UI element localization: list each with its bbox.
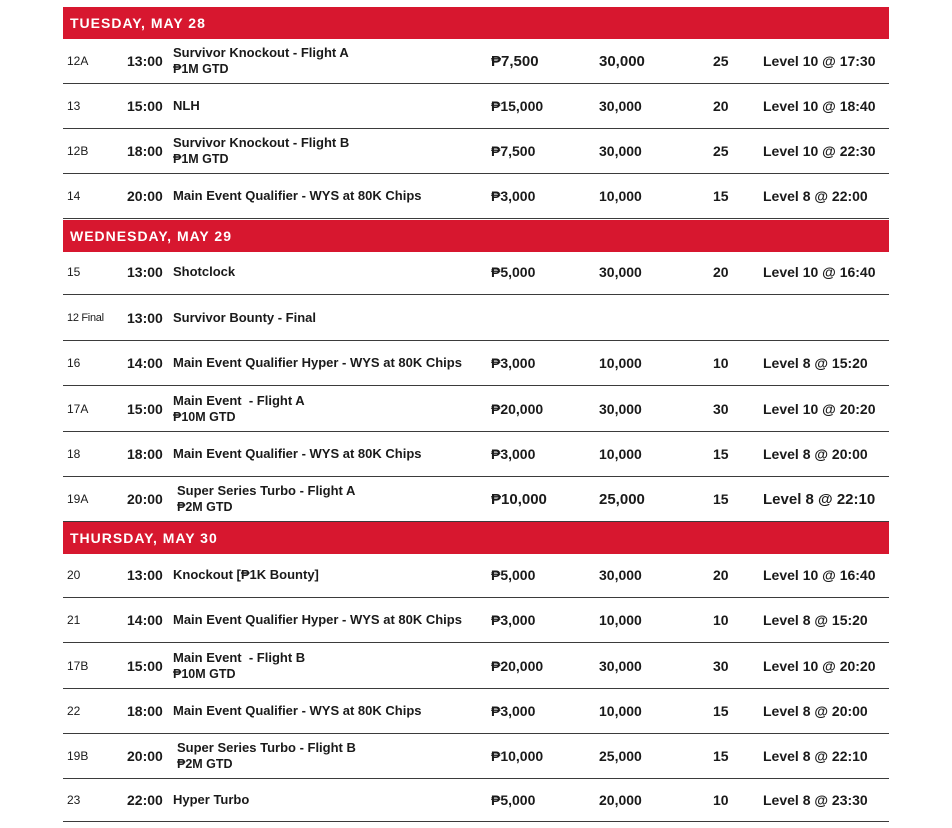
event-starting-chips: 30,000 (599, 264, 642, 280)
event-number: 18 (67, 447, 81, 461)
table-row (63, 643, 889, 689)
table-row (63, 129, 889, 174)
event-time: 18:00 (127, 446, 163, 462)
event-time: 15:00 (127, 400, 163, 417)
event-late-registration: Level 10 @ 20:20 (763, 400, 876, 417)
event-number: 21 (67, 613, 81, 627)
event-buyin: ₱3,000 (491, 355, 536, 371)
event-levels: 30 (713, 657, 729, 674)
event-levels: 10 (713, 612, 729, 628)
event-title: Super Series Turbo - Flight A (177, 483, 356, 498)
event-buyin: ₱5,000 (491, 792, 536, 808)
event-number: 20 (67, 568, 81, 582)
event-levels: 15 (713, 748, 729, 764)
event-levels: 15 (713, 703, 729, 719)
event-number: 23 (67, 793, 81, 807)
event-late-registration: Level 8 @ 20:00 (763, 446, 868, 462)
table-row (63, 386, 889, 432)
event-name (173, 174, 422, 218)
event-levels: 20 (713, 98, 729, 114)
table-row (63, 341, 889, 386)
event-starting-chips: 30,000 (599, 400, 642, 417)
event-buyin: ₱20,000 (491, 400, 544, 417)
event-buyin: ₱3,000 (491, 612, 536, 628)
event-levels: 25 (713, 53, 729, 69)
event-number: 17B (67, 658, 89, 673)
event-levels: 25 (713, 143, 729, 159)
event-buyin: ₱5,000 (491, 264, 536, 280)
day-header-thursday: THURSDAY, MAY 30 (63, 522, 889, 554)
event-late-registration: Level 10 @ 18:40 (763, 98, 876, 114)
event-time: 13:00 (127, 53, 163, 69)
event-starting-chips: 30,000 (599, 52, 645, 70)
event-time: 13:00 (127, 309, 163, 326)
event-time: 13:00 (127, 264, 163, 280)
event-guarantee: ₱1M GTD (173, 62, 229, 76)
event-guarantee: ₱2M GTD (177, 757, 233, 771)
event-late-registration: Level 10 @ 16:40 (763, 567, 876, 583)
event-name (173, 39, 349, 83)
event-name (173, 341, 462, 385)
table-row (63, 174, 889, 219)
event-buyin: ₱3,000 (491, 446, 536, 462)
event-starting-chips: 20,000 (599, 792, 642, 808)
event-late-registration: Level 10 @ 20:20 (763, 657, 876, 674)
event-number: 14 (67, 189, 81, 203)
event-number: 17A (67, 401, 89, 416)
event-levels: 10 (713, 792, 729, 808)
event-late-registration: Level 10 @ 22:30 (763, 143, 876, 159)
event-buyin: ₱3,000 (491, 703, 536, 719)
event-number: 13 (67, 99, 81, 113)
table-row (63, 734, 889, 779)
event-guarantee: ₱1M GTD (173, 152, 229, 166)
event-guarantee: ₱10M GTD (173, 666, 236, 681)
event-late-registration: Level 8 @ 22:10 (763, 748, 868, 764)
event-title: Main Event Qualifier - WYS at 80K Chips (173, 703, 422, 718)
event-number: 12B (67, 144, 89, 158)
event-name (177, 477, 355, 521)
event-late-registration: Level 8 @ 20:00 (763, 703, 868, 719)
event-late-registration: Level 8 @ 15:20 (763, 355, 868, 371)
table-row (63, 84, 889, 129)
event-time: 15:00 (127, 98, 163, 114)
event-number: 12 Final (67, 311, 104, 324)
event-title: Survivor Knockout - Flight A (173, 45, 349, 60)
event-levels: 15 (713, 446, 729, 462)
event-guarantee: ₱2M GTD (177, 500, 233, 514)
event-time: 20:00 (127, 748, 163, 764)
day-header-tuesday: TUESDAY, MAY 28 (63, 7, 889, 39)
event-starting-chips: 30,000 (599, 567, 642, 583)
event-starting-chips: 30,000 (599, 657, 642, 674)
event-time: 13:00 (127, 567, 163, 583)
event-buyin: ₱3,000 (491, 188, 536, 204)
event-starting-chips: 30,000 (599, 98, 642, 114)
event-buyin: ₱20,000 (491, 657, 544, 674)
table-row (63, 477, 889, 522)
event-levels: 15 (713, 188, 729, 204)
event-buyin: ₱15,000 (491, 98, 544, 114)
event-time: 14:00 (127, 355, 163, 371)
event-name (173, 598, 462, 642)
event-buyin: ₱10,000 (491, 748, 544, 764)
day-header-wednesday: WEDNESDAY, MAY 29 (63, 220, 889, 252)
event-late-registration: Level 8 @ 22:10 (763, 490, 876, 508)
event-time: 15:00 (127, 657, 163, 674)
table-row (63, 250, 889, 295)
event-levels: 30 (713, 400, 729, 417)
event-name (173, 386, 305, 431)
event-guarantee: ₱10M GTD (173, 409, 236, 424)
event-starting-chips: 25,000 (599, 748, 642, 764)
event-starting-chips: 25,000 (599, 490, 645, 508)
event-starting-chips: 30,000 (599, 143, 642, 159)
event-name (173, 643, 305, 688)
event-name (173, 553, 319, 597)
event-number: 22 (67, 704, 81, 718)
table-row (63, 598, 889, 643)
event-name (173, 779, 249, 821)
event-time: 18:00 (127, 703, 163, 719)
event-starting-chips: 10,000 (599, 703, 642, 719)
table-row (63, 39, 889, 84)
event-number: 12A (67, 54, 89, 68)
event-number: 16 (67, 356, 81, 370)
event-title: Main Event Qualifier Hyper - WYS at 80K Chips (173, 355, 462, 370)
event-title: Main Event Qualifier Hyper - WYS at 80K Chips (173, 612, 462, 627)
event-levels: 15 (713, 491, 729, 507)
event-late-registration: Level 8 @ 15:20 (763, 612, 868, 628)
event-name (173, 129, 349, 173)
event-number: 19B (67, 749, 89, 763)
table-row (63, 779, 889, 822)
event-late-registration: Level 8 @ 23:30 (763, 792, 868, 808)
table-row (63, 295, 889, 341)
event-title: Shotclock (173, 264, 236, 279)
event-late-registration: Level 10 @ 17:30 (763, 53, 876, 69)
event-late-registration: Level 10 @ 16:40 (763, 264, 876, 280)
event-title: Survivor Bounty - Final (173, 309, 317, 325)
event-buyin: ₱7,500 (491, 52, 539, 70)
event-name (173, 295, 316, 340)
event-buyin: ₱7,500 (491, 143, 536, 159)
event-levels: 20 (713, 567, 729, 583)
event-time: 20:00 (127, 188, 163, 204)
event-buyin: ₱10,000 (491, 490, 547, 508)
event-time: 20:00 (127, 491, 163, 507)
event-levels: 10 (713, 355, 729, 371)
event-time: 18:00 (127, 143, 163, 159)
event-title: Survivor Knockout - Flight B (173, 135, 350, 150)
event-title: Main Event - Flight A (173, 392, 305, 408)
event-name (173, 689, 422, 733)
event-title: Knockout [₱1K Bounty] (173, 567, 319, 582)
event-title: Main Event Qualifier - WYS at 80K Chips (173, 446, 422, 461)
event-name (173, 250, 235, 294)
event-buyin: ₱5,000 (491, 567, 536, 583)
event-starting-chips: 10,000 (599, 612, 642, 628)
event-time: 14:00 (127, 612, 163, 628)
event-number: 19A (67, 492, 89, 506)
event-late-registration: Level 8 @ 22:00 (763, 188, 868, 204)
event-name (177, 734, 356, 778)
event-starting-chips: 10,000 (599, 446, 642, 462)
event-title: Main Event - Flight B (173, 649, 306, 665)
event-levels: 20 (713, 264, 729, 280)
event-time: 22:00 (127, 792, 163, 808)
event-name (173, 84, 200, 128)
table-row (63, 553, 889, 598)
event-title: NLH (173, 98, 200, 113)
event-name (173, 432, 422, 476)
event-title: Super Series Turbo - Flight B (177, 740, 356, 755)
table-row (63, 432, 889, 477)
event-number: 15 (67, 265, 81, 279)
table-row (63, 689, 889, 734)
event-starting-chips: 10,000 (599, 188, 642, 204)
event-starting-chips: 10,000 (599, 355, 642, 371)
event-title: Main Event Qualifier - WYS at 80K Chips (173, 188, 422, 203)
event-title: Hyper Turbo (173, 792, 250, 807)
